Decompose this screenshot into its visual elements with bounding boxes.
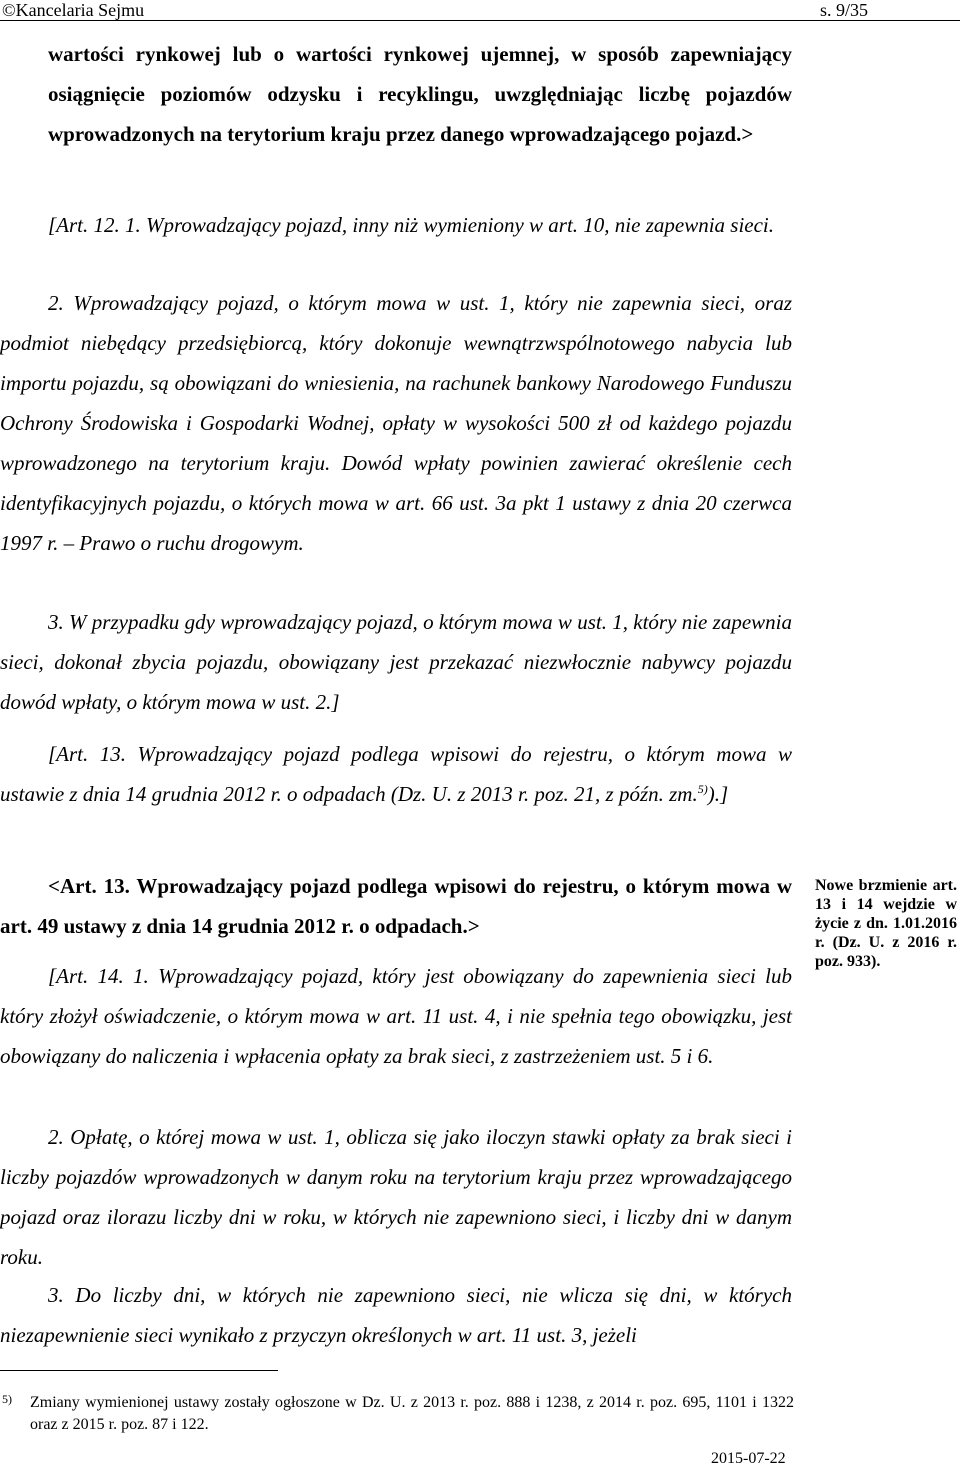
footer-date: 2015-07-22: [711, 1450, 786, 1467]
art12-p3-text: 3. W przypadku gdy wprowadzający pojazd, o którym mowa w ust. 1, który nie zapewnia sieci, dokonał zbycia pojazdu, obowiązany jest przekazać niezwłocznie nabywcy pojazdu dowód wpłaty, o którym mowa w ust. 2.]: [0, 610, 792, 714]
margin-note-text: Nowe brzmienie art. 13 i 14 wejdzie w życie z dn. 1.01.2016 r. (Dz. U. z 2016 r. poz. 933).: [815, 877, 957, 970]
footnote-mark: 5): [2, 1392, 12, 1406]
footnote-divider: [0, 1370, 278, 1371]
header-divider: [0, 20, 960, 21]
art12-p2-text: 2. Wprowadzający pojazd, o którym mowa w ust. 1, który nie zapewnia sieci, oraz podmiot niebędący przedsiębiorcą, który dokonuje wewnątrzwspólnotowego nabycia lub importu pojazdu, są obowiązani do wniesienia, na rachunek bankowy Narodowego Funduszu Ochrony Środowiska i Gospodarki Wodnej, opłaty w wysokości 500 zł od każdego pojazdu wprowadzonego na terytorium kraju. Dowód wpłaty powinien zawierać określenie cech identyfikacyjnych pojazdu, o których mowa w art. 66 ust. 3a pkt 1 ustawy z dnia 20 czerwca 1997 r. – Prawo o ruchu drogowym.: [0, 291, 792, 555]
art14-text: Wprowadzający pojazd, który jest obowiązany do zapewnienia sieci lub który złożył oświadczenie, o którym mowa w art. 11 ust. 4, i nie spełnia tego obowiązku, jest obowiązany do naliczenia i wpłacenia opłaty za brak sieci, z zastrzeżeniem ust. 5 i 6.: [0, 964, 792, 1068]
art13-new-text: <Art. 13. Wprowadzający pojazd podlega wpisowi do rejestru, o którym mowa w art. 49 ustawy z dnia 14 grudnia 2012 r. o odpadach.>: [0, 874, 792, 938]
copyright-label: ©Kancelaria Sejmu: [2, 0, 145, 20]
art13-new-paragraph: [0, 866, 792, 946]
art12-paragraph-3: [0, 602, 792, 722]
art14-heading: [Art. 14. 1.: [48, 964, 149, 988]
art12-paragraph-1: [0, 205, 792, 245]
page-header: [0, 0, 960, 22]
art13-old-heading: [Art. 13.: [48, 742, 127, 766]
footnote-text: Zmiany wymienionej ustawy zostały ogłoszone w Dz. U. z 2013 r. poz. 888 i 1238, z 2014 r. poz. 695, 1101 i 1322 oraz z 2015 r. poz. 87 i 122.: [30, 1394, 794, 1433]
paragraph-text: wartości rynkowej lub o wartości rynkowej ujemnej, w sposób zapewniający osiągnięcie poziomów odzysku i recyklingu, uwzględniając liczbę pojazdów wprowadzonych na terytorium kraju przez danego wprowadzającego pojazd.>: [48, 42, 792, 146]
art14-p2-text: 2. Opłatę, o której mowa w ust. 1, oblicza się jako iloczyn stawki opłaty za brak sieci i liczby pojazdów wprowadzonych w danym roku na terytorium kraju przez wprowadzającego pojazd oraz ilorazu liczby dni w roku, w których nie zapewniono sieci, i liczby dni w danym roku.: [0, 1125, 792, 1269]
art12-text: Wprowadzający pojazd, inny niż wymieniony w art. 10, nie zapewnia sieci.: [146, 213, 775, 237]
paragraph-continuation: [48, 34, 792, 154]
art14-paragraph-3: [0, 1275, 792, 1355]
art14-paragraph-1: [0, 956, 792, 1076]
art13-old-paragraph: [0, 734, 792, 814]
art13-old-text: Wprowadzający pojazd podlega wpisowi do rejestru, o którym mowa w ustawie z dnia 14 grudnia 2012 r. o odpadach (Dz. U. z 2013 r. poz. 21, z późn. zm.: [0, 742, 792, 806]
margin-note: [815, 876, 957, 971]
art13-old-tail: ).]: [707, 782, 729, 806]
footnote-reference: 5): [697, 782, 708, 796]
page-number: s. 9/35: [820, 0, 869, 20]
art14-p3-text: 3. Do liczby dni, w których nie zapewniono sieci, nie wlicza się dni, w których niezapewnienie sieci wynikało z przyczyn określonych w art. 11 ust. 3, jeżeli: [0, 1283, 792, 1347]
art12-heading: [Art. 12. 1.: [48, 213, 141, 237]
art12-paragraph-2: [0, 283, 792, 563]
art14-paragraph-2: [0, 1117, 792, 1277]
